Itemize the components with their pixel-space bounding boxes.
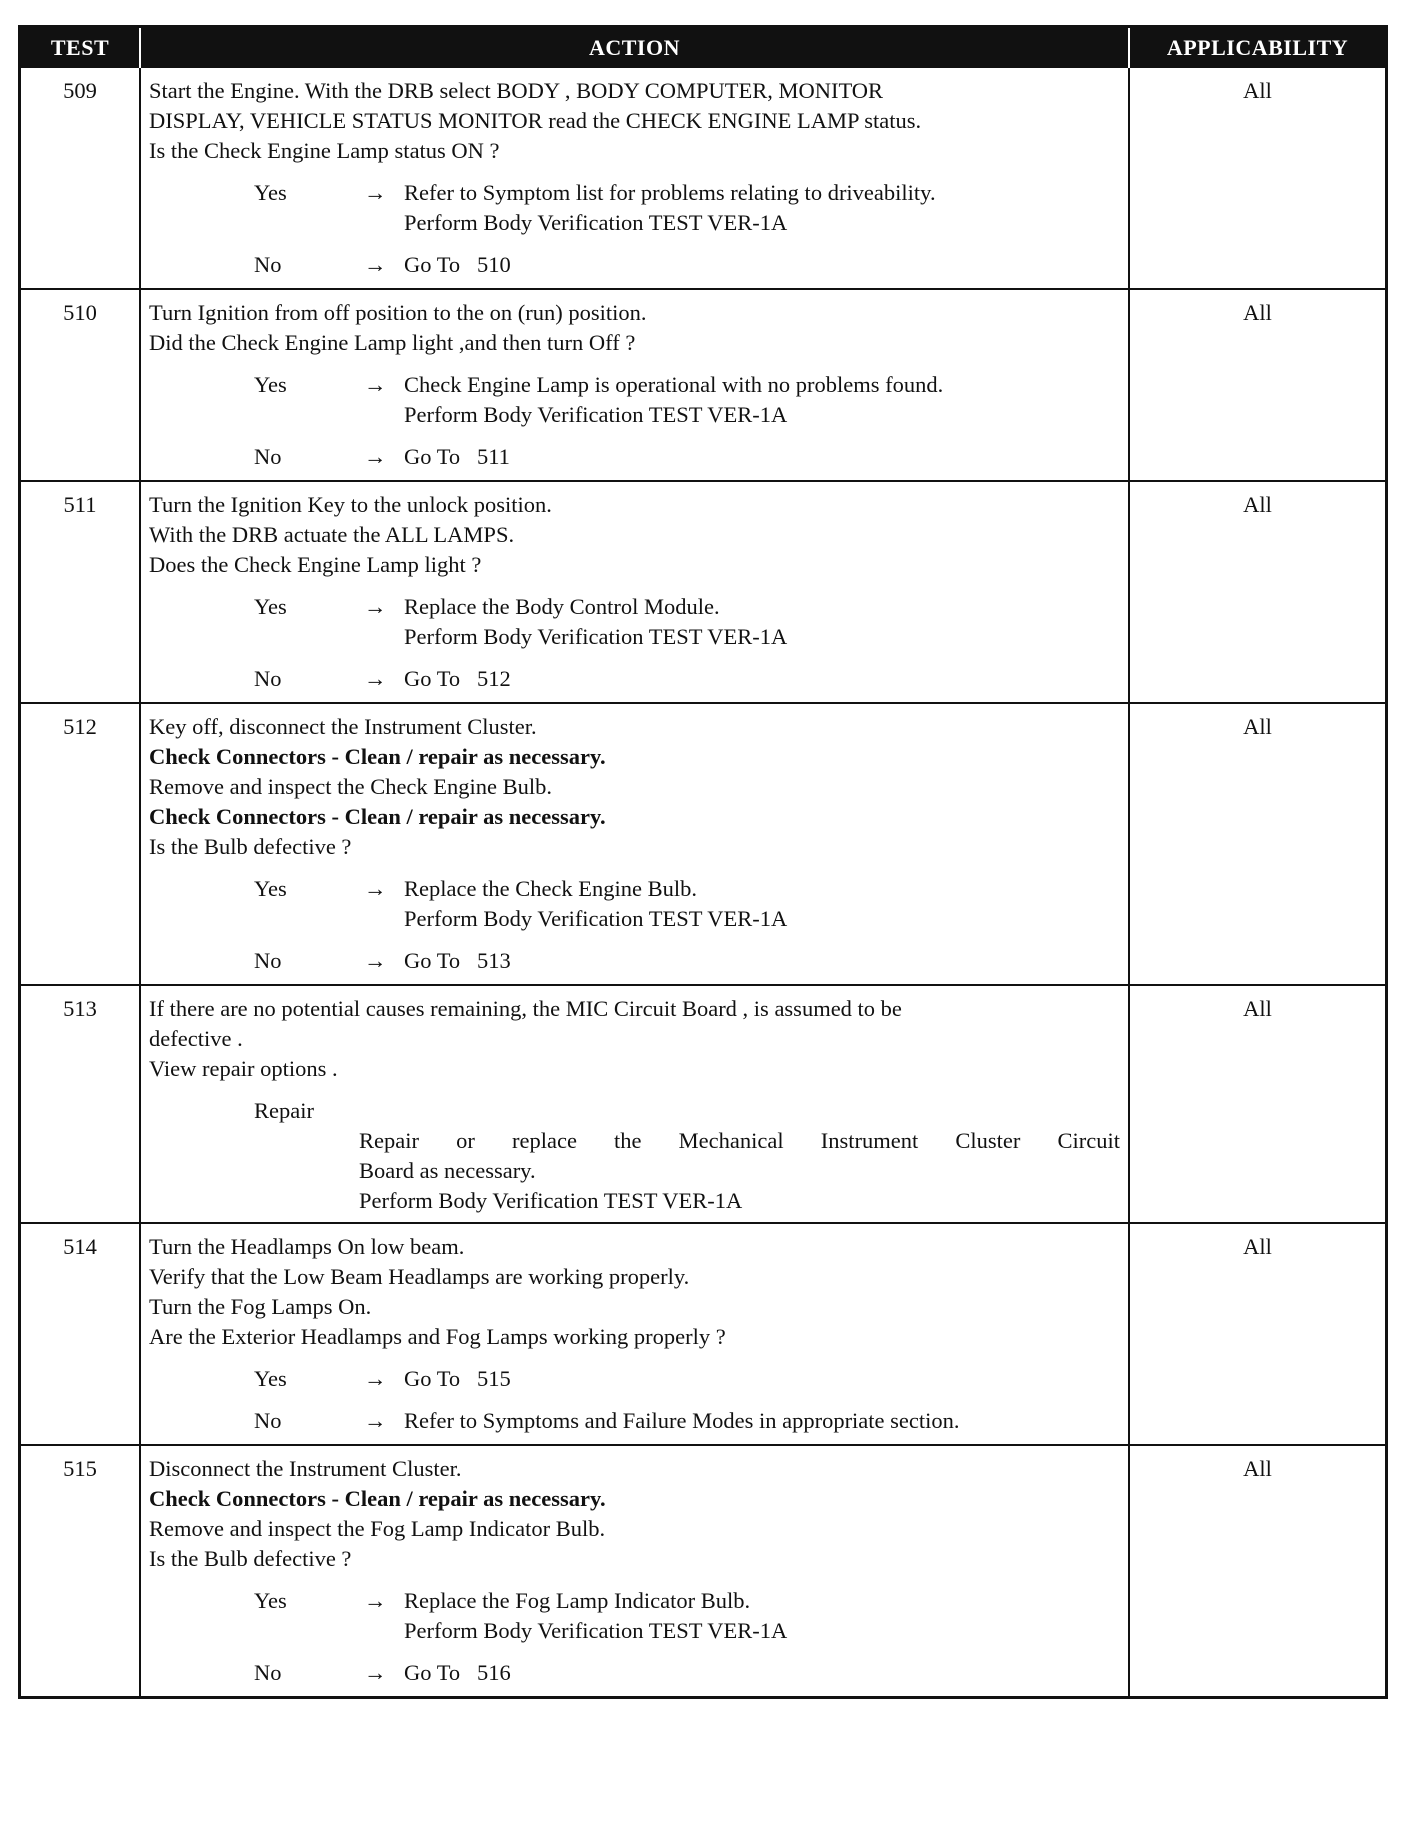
action-line: Are the Exterior Headlamps and Fog Lamps working properly ? xyxy=(149,1324,726,1349)
test-row xyxy=(21,1445,1385,1696)
answer-line: Go To 513 xyxy=(404,948,511,973)
action-line: Verify that the Low Beam Headlamps are working properly. xyxy=(149,1264,690,1289)
answer-yes xyxy=(254,874,1120,934)
answer-no xyxy=(254,664,1120,694)
answer-line: Perform Body Verification TEST VER-1A xyxy=(404,624,788,649)
header-action: ACTION xyxy=(140,28,1129,68)
answer-text xyxy=(404,946,1120,976)
answer-line: Go To 512 xyxy=(404,666,511,691)
answer-yes xyxy=(254,592,1120,652)
action-cell xyxy=(140,481,1129,703)
answer-text xyxy=(404,442,1120,472)
applicability: All xyxy=(1129,1223,1385,1445)
action-line: Is the Bulb defective ? xyxy=(149,1546,352,1571)
answer-text xyxy=(404,178,1120,238)
action-line: View repair options . xyxy=(149,1056,338,1081)
answer-list xyxy=(149,1586,1120,1688)
arrow-icon: → xyxy=(364,1660,387,1685)
arrow-icon: → xyxy=(364,876,387,901)
arrow-icon: → xyxy=(364,372,387,397)
answer-key: No xyxy=(254,1408,282,1433)
action-line: Turn the Fog Lamps On. xyxy=(149,1294,372,1319)
action-cell xyxy=(140,1445,1129,1696)
header-applicability: APPLICABILITY xyxy=(1129,28,1385,68)
answer-line: Go To 516 xyxy=(404,1660,511,1685)
test-number: 512 xyxy=(21,703,140,985)
test-number: 510 xyxy=(21,289,140,481)
action-line: Does the Check Engine Lamp light ? xyxy=(149,552,482,577)
arrow-icon: → xyxy=(364,180,387,205)
answer-no xyxy=(254,1406,1120,1436)
applicability: All xyxy=(1129,703,1385,985)
answer-line: Check Engine Lamp is operational with no problems found. xyxy=(404,372,944,397)
test-row xyxy=(21,289,1385,481)
answer-key: Yes xyxy=(254,372,287,397)
answer-yes xyxy=(254,178,1120,238)
arrow-icon: → xyxy=(364,444,387,469)
answer-key: No xyxy=(254,948,282,973)
arrow-icon: → xyxy=(364,252,387,277)
answer-key: No xyxy=(254,666,282,691)
applicability: All xyxy=(1129,289,1385,481)
answer-line: Perform Body Verification TEST VER-1A xyxy=(404,210,788,235)
answer-no xyxy=(254,946,1120,976)
test-number: 515 xyxy=(21,1445,140,1696)
answer-text xyxy=(404,874,1120,934)
answer-no xyxy=(254,1658,1120,1688)
answer-list xyxy=(149,370,1120,472)
action-line: Did the Check Engine Lamp light ,and then turn Off ? xyxy=(149,330,636,355)
answer-list xyxy=(149,178,1120,280)
test-table xyxy=(21,28,1385,1696)
arrow-icon: → xyxy=(364,1408,387,1433)
answer-line: Go To 515 xyxy=(404,1366,511,1391)
answer-no xyxy=(254,442,1120,472)
repair-text xyxy=(359,1126,1120,1216)
answer-text xyxy=(404,250,1120,280)
answer-text xyxy=(404,1364,1120,1394)
action-note: Check Connectors - Clean / repair as necessary. xyxy=(149,744,606,769)
test-number: 511 xyxy=(21,481,140,703)
answer-key: Yes xyxy=(254,876,287,901)
arrow-icon: → xyxy=(364,1366,387,1391)
repair-line: Repair or replace the Mechanical Instrument Cluster Circuit xyxy=(359,1128,1120,1153)
answer-list xyxy=(149,592,1120,694)
answer-yes xyxy=(254,1586,1120,1646)
action-line: Remove and inspect the Check Engine Bulb. xyxy=(149,774,553,799)
table-body xyxy=(21,68,1385,1696)
header-test: TEST xyxy=(21,28,140,68)
answer-line: Refer to Symptoms and Failure Modes in appropriate section. xyxy=(404,1408,960,1433)
test-number: 513 xyxy=(21,985,140,1223)
applicability: All xyxy=(1129,68,1385,289)
answer-line: Go To 510 xyxy=(404,252,511,277)
answer-text xyxy=(404,1658,1120,1688)
applicability: All xyxy=(1129,985,1385,1223)
answer-list xyxy=(149,1364,1120,1436)
action-cell xyxy=(140,68,1129,289)
action-line: Remove and inspect the Fog Lamp Indicator Bulb. xyxy=(149,1516,606,1541)
answer-line: Perform Body Verification TEST VER-1A xyxy=(404,906,788,931)
test-row xyxy=(21,703,1385,985)
answer-key: Yes xyxy=(254,594,287,619)
answer-list xyxy=(149,874,1120,976)
repair-line: Board as necessary. xyxy=(359,1158,536,1183)
test-row xyxy=(21,985,1385,1223)
diagnostic-test-table xyxy=(18,25,1388,1699)
answer-text xyxy=(404,1406,1120,1436)
answer-no xyxy=(254,250,1120,280)
action-line: Turn the Ignition Key to the unlock position. xyxy=(149,492,552,517)
answer-yes xyxy=(254,1364,1120,1394)
arrow-icon: → xyxy=(364,948,387,973)
answer-text xyxy=(404,370,1120,430)
answer-line: Replace the Fog Lamp Indicator Bulb. xyxy=(404,1588,751,1613)
action-line: defective . xyxy=(149,1026,243,1051)
answer-yes xyxy=(254,370,1120,430)
action-cell xyxy=(140,703,1129,985)
answer-line: Refer to Symptom list for problems relating to driveability. xyxy=(404,180,936,205)
test-row xyxy=(21,481,1385,703)
action-line: Key off, disconnect the Instrument Cluster. xyxy=(149,714,537,739)
header-row xyxy=(21,28,1385,68)
test-number: 509 xyxy=(21,68,140,289)
repair-line: Perform Body Verification TEST VER-1A xyxy=(359,1188,743,1213)
action-line: With the DRB actuate the ALL LAMPS. xyxy=(149,522,515,547)
arrow-icon: → xyxy=(364,594,387,619)
action-cell xyxy=(140,289,1129,481)
answer-key: No xyxy=(254,444,282,469)
action-line: DISPLAY, VEHICLE STATUS MONITOR read the CHECK ENGINE LAMP status. xyxy=(149,108,922,133)
test-row xyxy=(21,68,1385,289)
action-line: Disconnect the Instrument Cluster. xyxy=(149,1456,462,1481)
action-line: Turn Ignition from off position to the on (run) position. xyxy=(149,300,647,325)
action-cell xyxy=(140,985,1129,1223)
action-line: If there are no potential causes remaining, the MIC Circuit Board , is assumed to be xyxy=(149,996,902,1021)
repair-option xyxy=(149,1096,1120,1216)
action-cell xyxy=(140,1223,1129,1445)
action-line: Turn the Headlamps On low beam. xyxy=(149,1234,465,1259)
applicability: All xyxy=(1129,481,1385,703)
answer-line: Replace the Body Control Module. xyxy=(404,594,720,619)
arrow-icon: → xyxy=(364,666,387,691)
answer-line: Perform Body Verification TEST VER-1A xyxy=(404,402,788,427)
answer-line: Perform Body Verification TEST VER-1A xyxy=(404,1618,788,1643)
arrow-icon: → xyxy=(364,1588,387,1613)
answer-key: No xyxy=(254,1660,282,1685)
applicability: All xyxy=(1129,1445,1385,1696)
answer-key: Yes xyxy=(254,180,287,205)
test-row xyxy=(21,1223,1385,1445)
test-number: 514 xyxy=(21,1223,140,1445)
action-line: Is the Check Engine Lamp status ON ? xyxy=(149,138,500,163)
answer-line: Go To 511 xyxy=(404,444,510,469)
answer-key: Yes xyxy=(254,1366,287,1391)
answer-text xyxy=(404,1586,1120,1646)
answer-key: No xyxy=(254,252,282,277)
answer-key: Yes xyxy=(254,1588,287,1613)
answer-text xyxy=(404,592,1120,652)
action-note: Check Connectors - Clean / repair as necessary. xyxy=(149,804,606,829)
action-line: Start the Engine. With the DRB select BODY , BODY COMPUTER, MONITOR xyxy=(149,78,884,103)
action-note: Check Connectors - Clean / repair as necessary. xyxy=(149,1486,606,1511)
answer-line: Replace the Check Engine Bulb. xyxy=(404,876,698,901)
table-header xyxy=(21,28,1385,68)
action-line: Is the Bulb defective ? xyxy=(149,834,352,859)
answer-text xyxy=(404,664,1120,694)
repair-key: Repair xyxy=(254,1098,314,1123)
